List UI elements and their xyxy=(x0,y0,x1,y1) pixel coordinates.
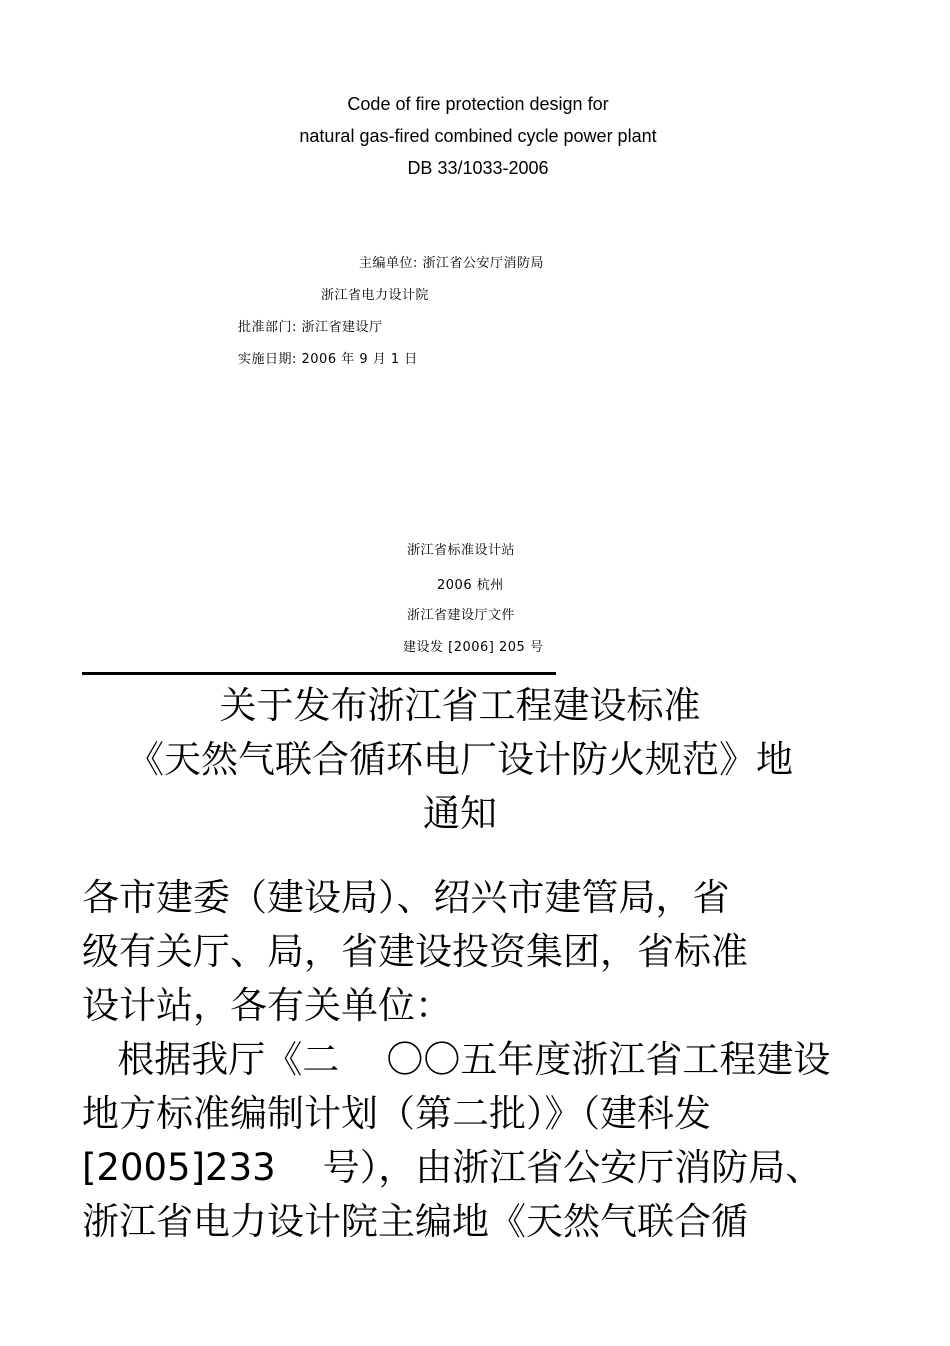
publisher-station: 浙江省标准设计站 xyxy=(407,543,516,558)
document-source: 浙江省建设厅文件 xyxy=(407,608,516,623)
notice-title-line2: 《天然气联合循环电厂设计防火规范》地 xyxy=(127,738,793,781)
body-line-3: 设计站，各有关单位： xyxy=(82,984,452,1027)
english-title-line1: Code of fire protection design for xyxy=(347,94,609,114)
body-line-4: 根据我厅《二 〇〇五年度浙江省工程建设 xyxy=(82,1038,831,1081)
approval-department: 批准部门: 浙江省建设厅 xyxy=(238,320,383,335)
body-line-1: 各市建委（建设局）、绍兴市建管局，省 xyxy=(82,876,730,919)
body-line-2: 级有关厅、局，省建设投资集团，省标准 xyxy=(82,930,748,973)
body-line-7: 浙江省电力设计院主编地《天然气联合循 xyxy=(82,1200,748,1243)
header-divider xyxy=(82,672,556,675)
publish-year-city: 2006 杭州 xyxy=(437,578,504,593)
body-line-6: [2005]233 号），由浙江省公安厅消防局、 xyxy=(82,1146,823,1189)
effective-date: 实施日期: 2006 年 9 月 1 日 xyxy=(238,352,418,367)
standard-code: DB 33/1033-2006 xyxy=(407,158,549,178)
notice-title-line1: 关于发布浙江省工程建设标准 xyxy=(219,684,701,727)
english-title-line2: natural gas-fired combined cycle power plant xyxy=(299,126,657,146)
body-line-5: 地方标准编制计划（第二批）》（建科发 xyxy=(82,1092,711,1135)
document-number: 建设发 [2006] 205 号 xyxy=(403,640,544,655)
notice-title-line3: 通知 xyxy=(423,792,497,835)
co-editor-unit: 浙江省电力设计院 xyxy=(321,288,430,303)
editor-unit: 主编单位: 浙江省公安厅消防局 xyxy=(359,256,545,271)
